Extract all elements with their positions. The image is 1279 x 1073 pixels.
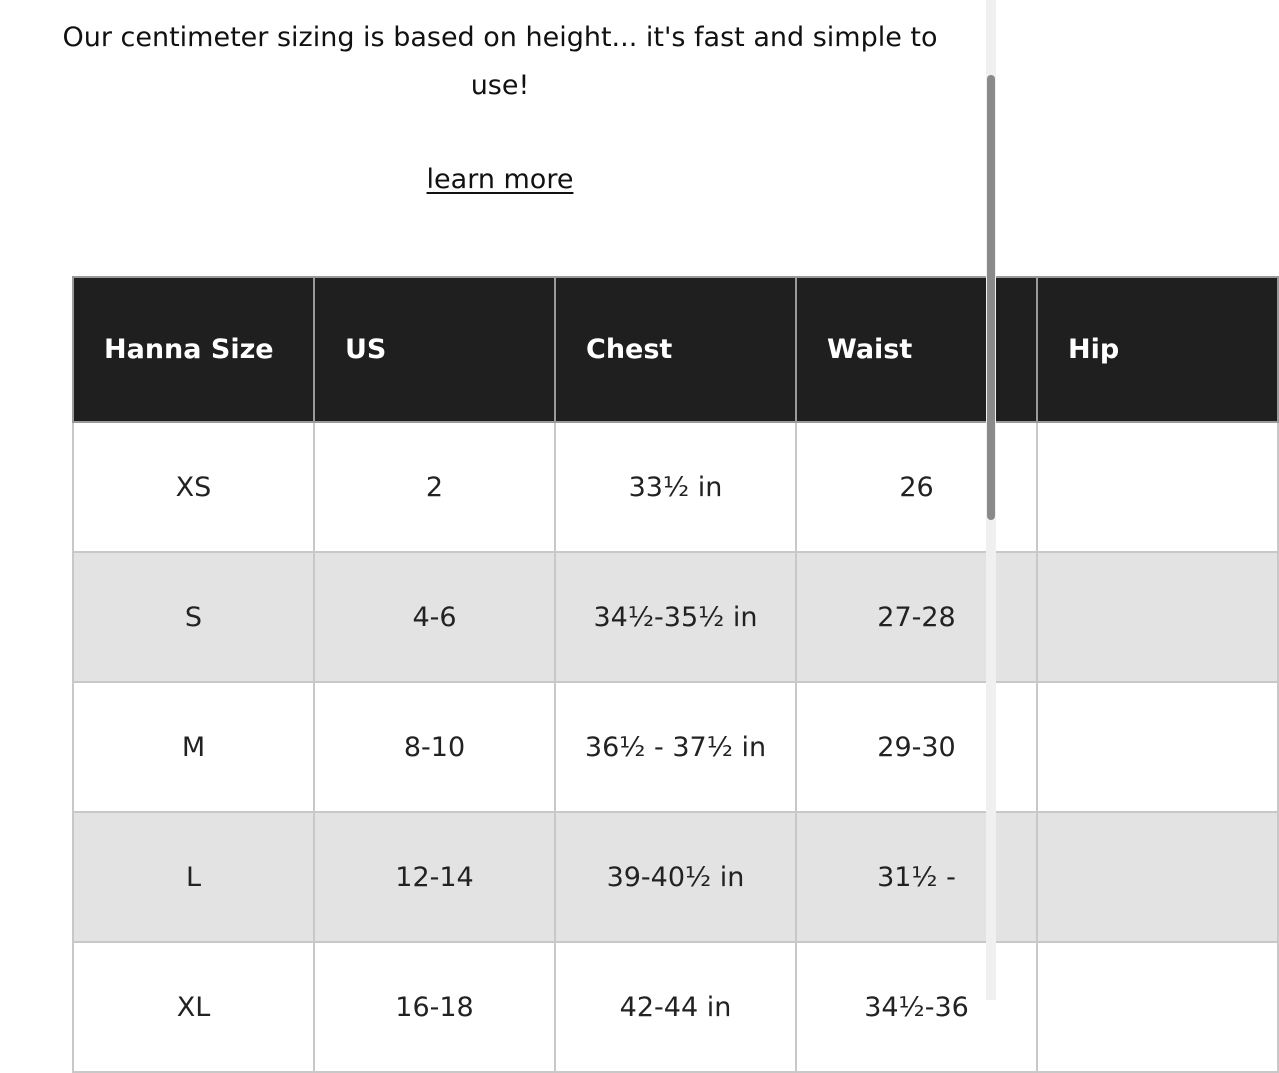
learn-more-link[interactable]: learn more [426, 164, 574, 195]
table-row [73, 942, 1278, 1072]
cell-hip [1037, 682, 1278, 812]
cell-chest: 39-40½ in [555, 812, 796, 942]
table-row [73, 812, 1278, 942]
cell-waist: 26 [796, 422, 1037, 552]
column-header-us: US [314, 277, 555, 422]
cell-hip [1037, 942, 1278, 1072]
cell-hip [1037, 422, 1278, 552]
cell-us: 2 [314, 422, 555, 552]
cell-hanna-size: S [73, 552, 314, 682]
cell-waist: 29-30 [796, 682, 1037, 812]
table-row [73, 422, 1278, 552]
cell-chest: 42-44 in [555, 942, 796, 1072]
size-table-scroll-container[interactable] [72, 276, 1120, 1023]
column-header-hanna-size: Hanna Size [73, 277, 314, 422]
cell-waist: 31½ - [796, 812, 1037, 942]
column-header-chest: Chest [555, 277, 796, 422]
sizing-intro-text: Our centimeter sizing is based on height... it's fast and simple to use! [62, 22, 938, 101]
cell-waist: 34½-36 [796, 942, 1037, 1072]
table-header-row [73, 277, 1278, 422]
cell-us: 8-10 [314, 682, 555, 812]
cell-chest: 36½ - 37½ in [555, 682, 796, 812]
page-scrollbar[interactable] [986, 0, 996, 1000]
size-chart-table [72, 276, 1279, 1073]
column-header-hip: Hip [1037, 277, 1278, 422]
cell-chest: 33½ in [555, 422, 796, 552]
column-header-waist: Waist [796, 277, 1037, 422]
table-row [73, 682, 1278, 812]
cell-us: 4-6 [314, 552, 555, 682]
cell-hip [1037, 812, 1278, 942]
cell-hanna-size: XS [73, 422, 314, 552]
scrollbar-thumb[interactable] [987, 75, 995, 520]
table-row [73, 552, 1278, 682]
learn-more-container [0, 158, 1000, 202]
cell-us: 16-18 [314, 942, 555, 1072]
cell-hanna-size: L [73, 812, 314, 942]
cell-chest: 34½-35½ in [555, 552, 796, 682]
cell-hip [1037, 552, 1278, 682]
cell-hanna-size: XL [73, 942, 314, 1072]
cell-waist: 27-28 [796, 552, 1037, 682]
cell-us: 12-14 [314, 812, 555, 942]
cell-hanna-size: M [73, 682, 314, 812]
